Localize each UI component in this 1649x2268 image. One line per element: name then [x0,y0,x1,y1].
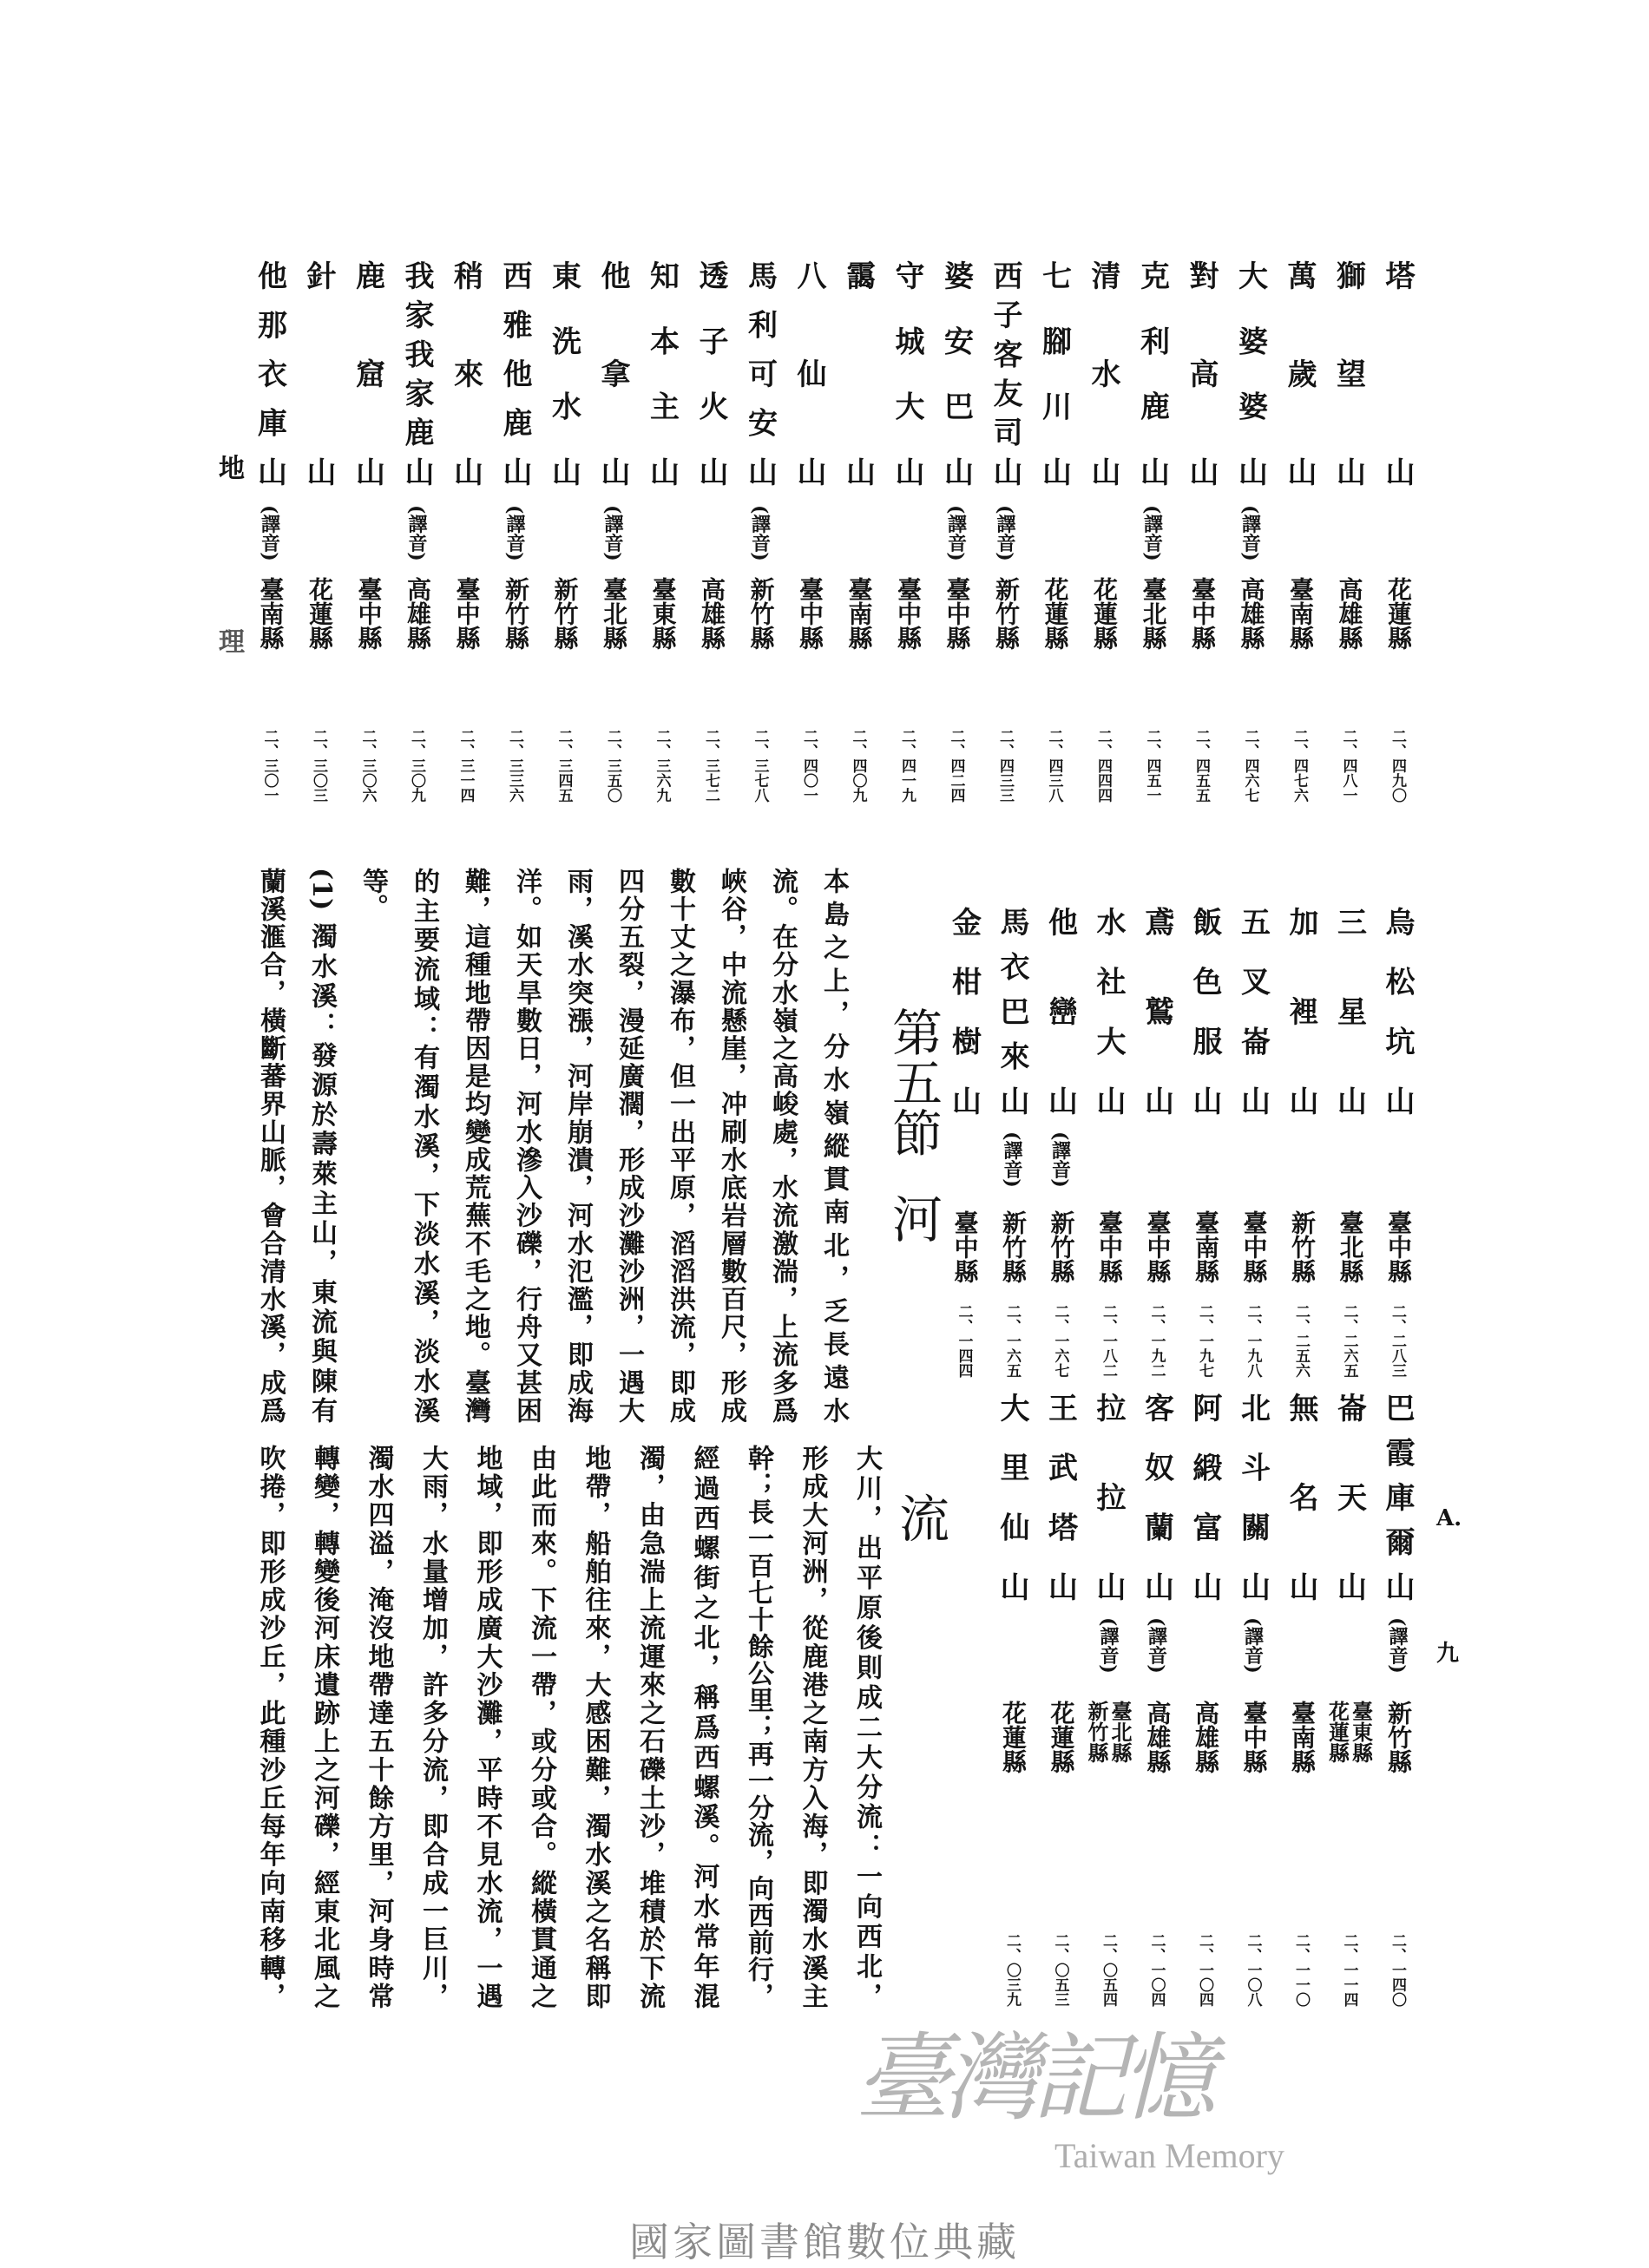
elevation: 二、一〇四 [1147,1933,1166,2007]
transliteration-note: (譯音) [1145,1617,1168,1674]
elevation: 二、四一九 [898,729,916,803]
county: 臺中縣 [1188,577,1217,650]
elevation: 二、〇五四 [1100,1933,1117,2007]
county: 臺南縣 [256,577,286,650]
footer-archive-label: 國家圖書館數位典藏 [629,2219,1020,2265]
mountain-name: 鹿窟山 [350,260,385,486]
mountain-name: 婆安巴山 [938,260,974,486]
text-column: 吹捲，即形成沙丘，此種沙丘每年向南移轉， [254,1445,286,2009]
text-column: 地帶，船舶往來，大感困難，濁水溪之名稱即 [580,1445,611,2009]
county: 新竹縣 [550,577,580,650]
county: 花蓮縣 [1090,577,1119,650]
county: 花蓮縣 [305,577,334,650]
elevation: 二、三七八 [751,729,769,803]
county: 高雄縣 [1143,1701,1173,1773]
county: 高雄縣 [1335,577,1364,650]
mountain-name: 巴霞庫爾山 [1380,1393,1415,1601]
transliteration-note: (譯音) [601,504,624,561]
county: 臺中縣 [943,577,972,650]
mountain-name: 大里仙山 [995,1393,1029,1601]
text-column: 大雨，水量增加，許多分流，即合成一巨川， [417,1445,448,2009]
elevation: 二、一四四 [955,1304,973,1378]
text-column: 數十丈之瀑布，但一出平原，滔滔洪流，即成 [665,868,695,1423]
transliteration-note: (譯音) [405,504,428,561]
section-title-word-1: 河 [884,1193,943,1243]
text-column: 難，這種地帶因是均變成荒蕪不毛之地。臺灣 [460,868,490,1423]
text-column: 濁水四溢，淹沒地帶達五十餘方里，河身時常 [363,1445,394,2009]
mountain-name: 三星山 [1331,907,1367,1115]
elevation: 二、一六五 [1003,1304,1021,1378]
county: 臺北縣 [1336,1210,1365,1283]
transliteration-note: (譯音) [1001,1131,1023,1188]
text-column: 幹；長一百七十餘公里；再一分流，向西前行， [743,1445,773,2009]
mountain-name: 清水山 [1086,260,1120,486]
elevation: 二、一九七 [1196,1304,1213,1378]
mountain-name: 萬歲山 [1282,260,1317,486]
text-column: 由此而來。下流一帶，或分或合。縱橫貫通之 [526,1445,556,2009]
text-column: 大川，出平原後則成二大分流：一向西北， [851,1445,882,2009]
text-column: (1) 濁水溪：發源於壽萊主山，東流與陳有 [306,868,337,1423]
elevation: 二、三〇三 [310,729,327,803]
elevation: 二、三〇一 [260,729,279,803]
elevation: 二、四〇九 [849,729,867,803]
county: 臺中縣 [1239,1701,1269,1773]
elevation: 二、四三八 [1045,729,1063,803]
mountain-name: 他那衣庫山 [252,260,287,486]
county: 臺中縣 [1384,1210,1413,1283]
county: 高雄縣 [1237,577,1266,650]
elevation: 二、一〇八 [1244,1933,1262,2007]
elevation: 二、四七六 [1291,729,1308,803]
county: 花蓮縣 [999,1701,1028,1773]
mountain-name: 鳶鷲山 [1139,907,1174,1115]
elevation: 二、二五六 [1292,1304,1310,1378]
county: 新竹縣 [1288,1210,1317,1283]
elevation: 二、一六七 [1051,1304,1069,1378]
transliteration-note: (譯音) [1097,1617,1120,1674]
elevation: 二、三六九 [653,729,671,803]
county: 高雄縣 [404,577,432,650]
elevation: 二、四〇一 [800,729,818,803]
mountain-name: 大婆婆山 [1232,260,1268,486]
elevation: 二、四三三 [996,729,1014,803]
elevation: 二、一九八 [1244,1304,1262,1378]
county: 新竹縣 [746,577,776,650]
transliteration-note: (譯音) [1140,504,1164,561]
elevation: 二、三七二 [702,729,719,803]
margin-section-char-1: 地 [219,454,245,484]
county: 臺中縣 [452,577,482,650]
elevation: 二、四八一 [1339,729,1357,803]
page-number: 九 [1436,1641,1460,1667]
transliteration-note: (譯音) [1238,504,1262,561]
county: 花蓮縣 [1041,577,1070,650]
mountain-name: 東洗水山 [546,260,581,486]
text-column: 濁，由急湍上流運來之石礫土沙，堆積於下流 [634,1445,665,2009]
county: 新竹縣 [502,577,530,650]
mountain-name: 他拿山 [595,260,630,486]
text-column: 峽谷，中流懸崖，冲刷水底岩層數百尺，形成 [716,868,746,1423]
text-column: 雨，溪水突漲，河岸崩潰，河水氾濫，即成海 [562,868,593,1423]
elevation: 二、四四四 [1094,729,1112,803]
elevation: 二、四五一 [1143,729,1161,803]
county: 新竹縣 [992,577,1021,650]
elevation: 二、四九〇 [1389,729,1406,803]
mountain-name: 加裡山 [1284,907,1318,1115]
county: 臺南縣 [1286,577,1315,650]
watermark-english: Taiwan Memory [1054,2136,1284,2175]
county: 花蓮縣 [1047,1701,1076,1773]
text-column: 流。在分水嶺之高峻處，水流激湍，上流多爲 [767,868,798,1423]
county: 臺東縣 [648,577,678,650]
elevation: 二、一九二 [1147,1304,1166,1378]
transliteration-note: (譯音) [1048,1131,1072,1188]
county: 花蓮縣 [1384,577,1413,650]
mountain-name: 靄山 [840,260,876,486]
mountain-name: 塔山 [1380,260,1415,486]
transliteration-note: (譯音) [944,504,968,561]
mountain-name: 他巒山 [1042,907,1078,1115]
mountain-name: 飯色服山 [1187,907,1222,1115]
elevation: 二、三四五 [555,729,573,803]
elevation: 二、一八二 [1100,1304,1117,1378]
county: 臺中縣 [354,577,384,650]
mountain-name: 馬利可安山 [742,260,778,486]
text-column: 轉變，轉變後河床遺跡上之河礫，經東北風之 [309,1445,339,2009]
mountain-name: 透子火山 [693,260,728,486]
mountain-name: 拉拉山 [1091,1393,1126,1601]
mountain-name: 阿緞富山 [1187,1393,1222,1601]
mountain-name: 守城大山 [890,260,924,486]
elevation: 二、三三六 [506,729,523,803]
transliteration-note: (譯音) [1241,1617,1265,1674]
mountain-name: 針山 [301,260,336,486]
page-series: A. [1436,1505,1462,1531]
mountain-name: 克利鹿山 [1134,260,1170,486]
county: 高雄縣 [1192,1701,1220,1773]
county: 臺中縣 [950,1210,980,1283]
elevation: 二、三〇六 [358,729,377,803]
county: 臺中縣 [796,577,824,650]
transliteration-note: (譯音) [994,504,1016,561]
county: 臺南縣 [844,577,874,650]
elevation: 二、一一四 [1340,1933,1358,2007]
mountain-name: 金柑樹山 [946,907,982,1115]
elevation: 二、三一四 [457,729,475,803]
county: 臺中縣 [1143,1210,1173,1283]
county: 臺中縣 [1095,1210,1124,1283]
county: 新竹縣 [999,1210,1028,1283]
transliteration-note: (譯音) [258,504,281,561]
mountain-name: 北斗關山 [1235,1393,1271,1601]
mountain-name: 七腳川山 [1036,260,1072,486]
mountain-name: 我家我家鹿山 [399,260,434,486]
county: 新竹縣 [1384,1701,1413,1773]
elevation: 二、四二四 [947,729,965,803]
county: 高雄縣 [698,577,726,650]
elevation: 二、一〇四 [1196,1933,1213,2007]
county: 臺北縣 [600,577,628,650]
transliteration-note: (譯音) [748,504,772,561]
mountain-name: 稍來山 [448,260,483,486]
county: 臺北縣 [1139,577,1168,650]
county: 新竹縣 [1047,1210,1076,1283]
text-column: 蘭溪滙合，橫斷蕃界山脈，會合清水溪，成爲 [255,868,286,1423]
mountain-name: 無名山 [1284,1393,1318,1601]
elevation: 二、〇三九 [1003,1933,1021,2007]
mountain-name: 水社大山 [1091,907,1126,1115]
mountain-name: 烏松坑山 [1380,907,1415,1115]
text-column: 等。 [358,868,388,920]
county: 臺中縣 [894,577,923,650]
mountain-name: 西雅他鹿山 [497,260,532,486]
county: 臺北縣新竹縣 [1084,1701,1133,1763]
elevation: 二、二八三 [1389,1304,1406,1378]
mountain-name: 對高山 [1184,260,1219,486]
section-title-word-2: 流 [890,1492,949,1543]
text-column: 經過西螺街之北，稱爲西螺溪。河水常年混 [688,1445,719,2009]
mountain-name: 五叉崙山 [1235,907,1271,1115]
watermark-chinese: 臺灣記憶 [855,2022,1209,2134]
mountain-name: 知本主山 [644,260,680,486]
mountain-name: 西子客友司山 [988,260,1022,486]
elevation: 二、四五五 [1192,729,1210,803]
elevation: 二、〇五三 [1051,1933,1069,2007]
elevation: 二、一一〇 [1292,1933,1310,2007]
mountain-name: 馬衣巴來山 [995,907,1029,1115]
mountain-name: 客奴蘭山 [1139,1393,1174,1601]
mountain-name: 崙天山 [1331,1393,1367,1601]
elevation: 二、四六七 [1241,729,1259,803]
text-column: 地域，即形成廣大沙灘，平時不見水流，一遇 [471,1445,503,2009]
transliteration-note: (譯音) [503,504,526,561]
county: 臺南縣 [1288,1701,1317,1773]
elevation: 二、三五〇 [604,729,621,803]
mountain-name: 獅望山 [1330,260,1366,486]
mountain-name: 王武塔山 [1042,1393,1078,1601]
elevation: 二、三〇九 [408,729,425,803]
text-column: 的主要流域：有濁水溪，下淡水溪，淡水溪 [409,868,439,1423]
county: 臺南縣 [1192,1210,1220,1283]
county: 臺中縣 [1239,1210,1269,1283]
transliteration-note: (譯音) [1386,1617,1409,1674]
section-number: 第五節 [884,1006,943,1157]
text-column: 洋。如天旱數日，河水滲入沙礫，行舟又甚困 [511,868,542,1423]
elevation: 二、一四〇 [1389,1933,1406,2007]
margin-section-char-2: 理 [219,627,245,658]
text-column: 四分五裂，漫延廣濶，形成沙灘沙洲，一遇大 [614,868,644,1423]
text-column: 形成大河洲，從鹿港之南方入海，即濁水溪主 [797,1445,828,2009]
elevation: 二、二六五 [1340,1304,1358,1378]
county: 臺東縣花蓮縣 [1324,1701,1374,1763]
mountain-name: 八仙山 [792,260,826,486]
text-column: 本島之上，分水嶺縱貫南北，乏長遠水 [818,868,849,1423]
